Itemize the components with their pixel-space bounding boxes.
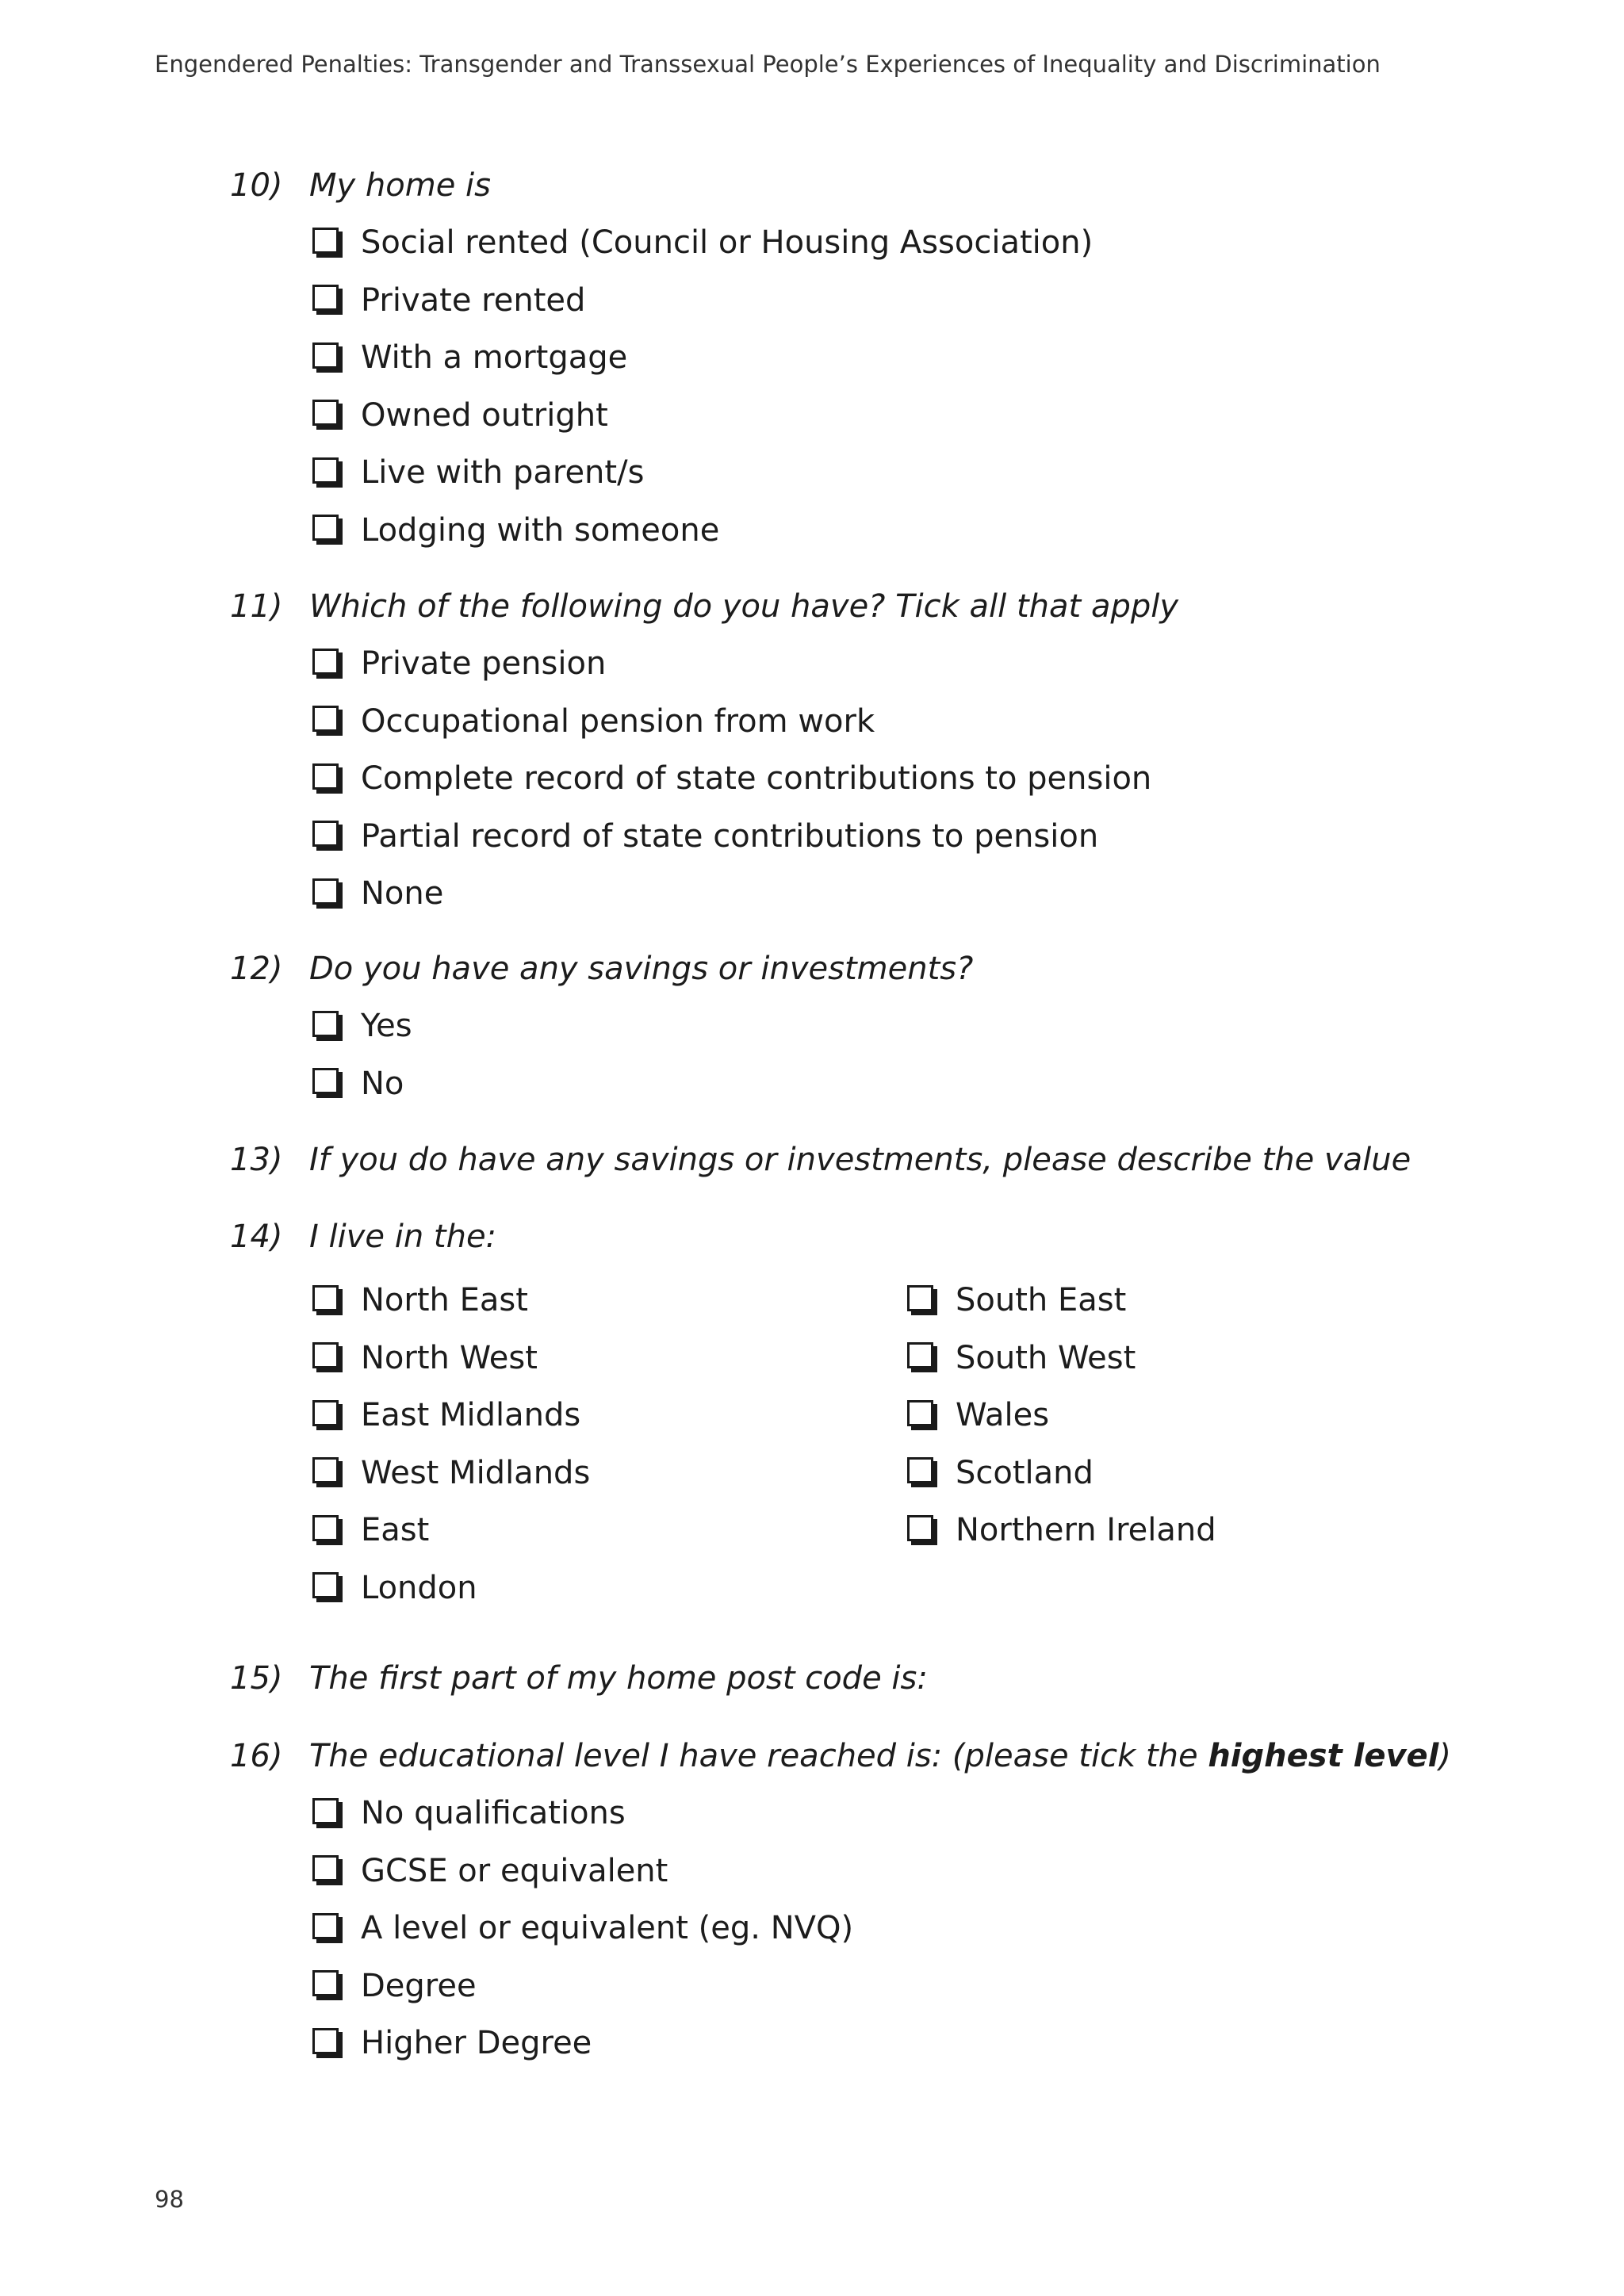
option-list <box>309 1794 1499 2062</box>
checkbox-icon[interactable] <box>907 1342 933 1368</box>
option-label: Owned outright <box>361 396 608 434</box>
checkbox-icon[interactable] <box>312 1457 339 1483</box>
option-label: Wales <box>956 1397 1050 1433</box>
option-label: No <box>361 1065 404 1102</box>
option-east[interactable] <box>309 1511 904 1549</box>
region-column-left <box>309 1281 904 1607</box>
question-text: I live in the: <box>309 1219 497 1255</box>
option-wales[interactable] <box>904 1396 1499 1434</box>
option-east-midlands[interactable] <box>309 1396 904 1434</box>
option-label: Occupational pension from work <box>361 702 875 740</box>
question-text: If you do have any savings or investments, please describe the value <box>309 1142 1411 1178</box>
question-11 <box>230 587 1499 913</box>
question-number: 14) <box>230 1219 283 1255</box>
option-label: South East <box>956 1282 1127 1318</box>
checkbox-icon[interactable] <box>312 342 339 369</box>
option-north-west[interactable] <box>309 1339 904 1377</box>
option-label: East <box>361 1512 430 1548</box>
question-text-start: The educational level I have reached is: (please tick the <box>309 1738 1208 1774</box>
question-text: My home is <box>309 167 491 204</box>
option-label: None <box>361 875 444 912</box>
option-private-pension[interactable] <box>309 645 1499 683</box>
option-no-qualifications[interactable] <box>309 1794 1499 1832</box>
option-label: Social rented (Council or Housing Association) <box>361 224 1094 261</box>
question-text <box>309 1737 1451 1775</box>
question-heading <box>230 950 1499 988</box>
question-text: The first part of my home post code is: <box>309 1660 928 1697</box>
checkbox-icon[interactable] <box>312 1342 339 1368</box>
option-none[interactable] <box>309 874 1499 913</box>
question-13 <box>230 1141 1499 1179</box>
option-label: No qualifications <box>361 1795 626 1831</box>
question-heading <box>230 166 1499 205</box>
checkbox-icon[interactable] <box>312 1798 339 1824</box>
option-scotland[interactable] <box>904 1454 1499 1492</box>
checkbox-icon[interactable] <box>312 515 339 541</box>
option-label: Northern Ireland <box>956 1512 1216 1548</box>
option-label: Yes <box>361 1008 412 1044</box>
question-heading <box>230 1141 1499 1179</box>
option-label: Complete record of state contributions to pension <box>361 760 1152 797</box>
checkbox-icon[interactable] <box>312 285 339 311</box>
option-social-rented[interactable] <box>309 224 1499 262</box>
page-number: 98 <box>155 2186 184 2213</box>
option-yes[interactable] <box>309 1007 1499 1045</box>
question-heading <box>230 1737 1499 1775</box>
checkbox-icon[interactable] <box>312 1011 339 1037</box>
checkbox-icon[interactable] <box>312 400 339 426</box>
option-label: Scotland <box>956 1454 1094 1491</box>
option-label: With a mortgage <box>361 339 628 376</box>
option-label: South West <box>956 1339 1136 1376</box>
checkbox-icon[interactable] <box>312 1572 339 1598</box>
option-partial-record[interactable] <box>309 817 1499 855</box>
question-14 <box>230 1218 1499 1607</box>
option-label: Degree <box>361 1967 477 2004</box>
option-list <box>309 645 1499 913</box>
option-northern-ireland[interactable] <box>904 1511 1499 1549</box>
option-gcse[interactable] <box>309 1852 1499 1890</box>
checkbox-icon[interactable] <box>312 1400 339 1426</box>
question-text: Do you have any savings or investments? <box>309 951 974 987</box>
question-number: 10) <box>230 167 283 204</box>
option-mortgage[interactable] <box>309 339 1499 377</box>
checkbox-icon[interactable] <box>312 821 339 847</box>
option-list <box>309 1007 1499 1103</box>
option-list <box>904 1281 1499 1549</box>
question-heading <box>230 1659 1499 1697</box>
question-number: 12) <box>230 951 283 987</box>
option-label: Live with parent/s <box>361 454 645 491</box>
option-london[interactable] <box>309 1569 904 1607</box>
checkbox-icon[interactable] <box>312 228 339 254</box>
option-label: North West <box>361 1339 538 1376</box>
option-occupational-pension[interactable] <box>309 702 1499 740</box>
question-text: Which of the following do you have? Tick all that apply <box>309 588 1179 625</box>
option-a-level[interactable] <box>309 1909 1499 1947</box>
option-north-east[interactable] <box>309 1281 904 1319</box>
option-label: East Midlands <box>361 1397 581 1433</box>
checkbox-icon[interactable] <box>907 1457 933 1483</box>
option-private-rented[interactable] <box>309 281 1499 320</box>
option-label: North East <box>361 1282 528 1318</box>
checkbox-icon[interactable] <box>907 1285 933 1311</box>
checkbox-icon[interactable] <box>312 1855 339 1881</box>
checkbox-icon[interactable] <box>907 1515 933 1541</box>
checkbox-icon[interactable] <box>312 763 339 790</box>
question-number: 13) <box>230 1142 283 1178</box>
option-label: Higher Degree <box>361 2025 592 2061</box>
question-12 <box>230 950 1499 1103</box>
option-degree[interactable] <box>309 1967 1499 2005</box>
question-text-emphasis: highest level <box>1208 1738 1439 1774</box>
checkbox-icon[interactable] <box>312 1970 339 1996</box>
question-number: 16) <box>230 1738 283 1774</box>
option-higher-degree[interactable] <box>309 2024 1499 2062</box>
option-no[interactable] <box>309 1065 1499 1103</box>
checkbox-icon[interactable] <box>312 457 339 484</box>
running-header: Engendered Penalties: Transgender and Transsexual People’s Experiences of Inequality and Discrimination <box>155 51 1381 78</box>
question-10 <box>230 166 1499 549</box>
option-lodging[interactable] <box>309 511 1499 549</box>
question-number: 11) <box>230 588 283 625</box>
option-south-east[interactable] <box>904 1281 1499 1319</box>
option-label: Partial record of state contributions to pension <box>361 817 1099 855</box>
region-column-right <box>904 1281 1499 1607</box>
option-west-midlands[interactable] <box>309 1454 904 1492</box>
question-text-end: ) <box>1438 1738 1451 1774</box>
option-owned-outright[interactable] <box>309 396 1499 434</box>
checkbox-icon[interactable] <box>312 1068 339 1094</box>
option-label: West Midlands <box>361 1454 591 1491</box>
checkbox-icon[interactable] <box>312 649 339 675</box>
question-16 <box>230 1737 1499 2062</box>
option-label: A level or equivalent (eg. NVQ) <box>361 1910 854 1946</box>
question-heading <box>230 1218 1499 1256</box>
option-live-with-parents[interactable] <box>309 453 1499 492</box>
option-label: GCSE or equivalent <box>361 1852 668 1889</box>
option-label: Lodging with someone <box>361 511 720 549</box>
question-heading <box>230 587 1499 626</box>
option-label: Private rented <box>361 281 586 319</box>
region-columns <box>309 1281 1499 1607</box>
option-label: London <box>361 1569 477 1606</box>
checkbox-icon[interactable] <box>907 1400 933 1426</box>
option-complete-record[interactable] <box>309 760 1499 798</box>
question-15 <box>230 1659 1499 1697</box>
checkbox-icon[interactable] <box>312 706 339 732</box>
checkbox-icon[interactable] <box>312 1913 339 1939</box>
option-south-west[interactable] <box>904 1339 1499 1377</box>
checkbox-icon[interactable] <box>312 878 339 905</box>
question-number: 15) <box>230 1660 283 1697</box>
checkbox-icon[interactable] <box>312 1285 339 1311</box>
option-label: Private pension <box>361 645 607 682</box>
option-list <box>309 1281 904 1607</box>
option-list <box>309 224 1499 549</box>
checkbox-icon[interactable] <box>312 1515 339 1541</box>
checkbox-icon[interactable] <box>312 2028 339 2054</box>
